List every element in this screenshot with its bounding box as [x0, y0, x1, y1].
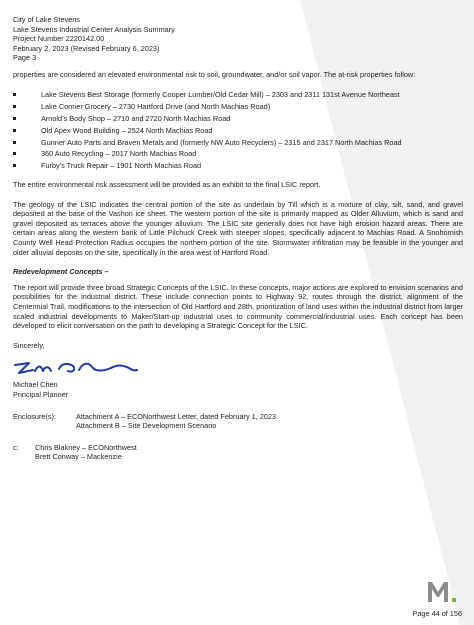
enclosure-item: Attachment A – ECONorthwest Letter, dated February 1, 2023: [76, 411, 276, 421]
list-item: [13, 138, 463, 148]
bullet-icon: [13, 105, 16, 108]
handwritten-signature: [13, 356, 463, 378]
letter-header: [13, 15, 463, 63]
bullet-icon: [13, 152, 16, 155]
enclosures-list: [76, 412, 276, 431]
list-item: [13, 90, 463, 100]
bullet-icon: [13, 164, 16, 167]
signer-block: [13, 380, 463, 399]
list-item-text: 360 Auto Recycling – 2017 North Machias Road: [41, 149, 197, 159]
closing-salutation: Sincerely,: [13, 340, 45, 350]
letter-body: [13, 15, 463, 462]
intro-paragraph: properties are considered an elevated environmental risk to soil, groundwater, and/or soil vapor. The at-risk properties follow:: [13, 69, 416, 79]
list-item-text: Arnold’s Body Shop – 2710 and 2720 North Machias Road: [41, 113, 231, 123]
redevelopment-paragraph: The report will provide three broad Strategic Concepts of the LSIC. In these concepts, major actions are explored to envision scenarios and possibilities for the industrial district. These include connection points to Highway 92, routes through the district, alignment of the Centennial Trail, modifications to the intersection of Old Hartford and 28th, prioritization of land uses within the industrial district from larger scaled industrial developments to Maker/Start-up industrial uses to community commercial/industrial uses. Each concept has been developed to elicit conversation on the path to developing a Strategic Concept for the LSIC.: [13, 282, 463, 331]
carbon-copy: [13, 443, 463, 462]
geology-paragraph: The geology of the LSIC indicates the central portion of the site as underlain by Till which is a mixture of clay, silt, sand, and gravel deposited at the base of the Vashon ice sheet. The western portion of the site is primarily mapped as Older Alluvium, which is sand and gravel deposited as terraces above the younger alluvium. The LSIC site generally does not have high erosion hazard areas. There are certain areas along the western bank of Little Pilchuck Creek with steeper slopes, specifically adjacent to Machias Road. A Snohomish County Well Head Protection Radius occupies the northern portion of the site. Stormwater infiltration may be feasible in the younger and older alluvial deposits on the site, specifically in the area west of Hartford Road.: [13, 199, 463, 257]
cc-label: c:: [13, 442, 19, 452]
enclosure-item: Attachment B – Site Development Scenario: [76, 421, 217, 431]
enclosures: [13, 412, 463, 431]
risk-properties-list: [13, 90, 463, 172]
list-item-text: Furby’s Truck Repair – 1901 North Machias Road: [41, 161, 202, 171]
bullet-icon: [13, 129, 16, 132]
enclosures-label: Enclosure(s):: [13, 411, 56, 421]
page-number: Page 44 of 156: [412, 609, 462, 619]
assessment-note: The entire environmental risk assessment will be provided as an exhibit to the final LSIC report.: [13, 180, 321, 190]
list-item: [13, 126, 463, 136]
cc-list: [35, 443, 137, 462]
list-item: [13, 149, 463, 159]
mackenzie-logo: [426, 580, 460, 607]
header-line-title: Lake Stevens Industrial Center Analysis Summary: [13, 24, 175, 34]
header-line-date: February 2, 2023 (Revised February 6, 2023): [13, 43, 160, 53]
header-line-city: City of Lake Stevens: [13, 15, 80, 24]
signer-name: Michael Chen: [13, 380, 58, 390]
cc-item: Chris Blakney – ECONorthwest: [35, 442, 137, 452]
signer-title: Principal Planner: [13, 389, 69, 399]
list-item: [13, 161, 463, 171]
header-line-page: Page 3: [13, 53, 37, 63]
bullet-icon: [13, 141, 16, 144]
list-item: [13, 102, 463, 112]
list-item-text: Lake Conner Grocery – 2730 Hartford Drive (and North Machias Road): [41, 101, 271, 111]
redevelopment-heading: Redevelopment Concepts –: [13, 267, 109, 277]
bullet-icon: [13, 93, 16, 96]
list-item-text: Old Apex Wood Building – 2524 North Machias Road: [41, 125, 213, 135]
list-item-text: Lake Stevens Best Storage (formerly Cooper Lumber/Old Cedar Mill) – 2303 and 2311 131st Avenue Northeast: [41, 89, 400, 99]
list-item-text: Gunner Auto Parts and Braven Metals and (formerly NW Auto Recyclers) – 2315 and 2317 North Machias Road: [41, 137, 402, 147]
cc-item: Brett Conway – Mackenzie: [35, 452, 122, 462]
bullet-icon: [13, 117, 16, 120]
header-line-project: Project Number 2220142.00: [13, 34, 105, 44]
list-item: [13, 114, 463, 124]
